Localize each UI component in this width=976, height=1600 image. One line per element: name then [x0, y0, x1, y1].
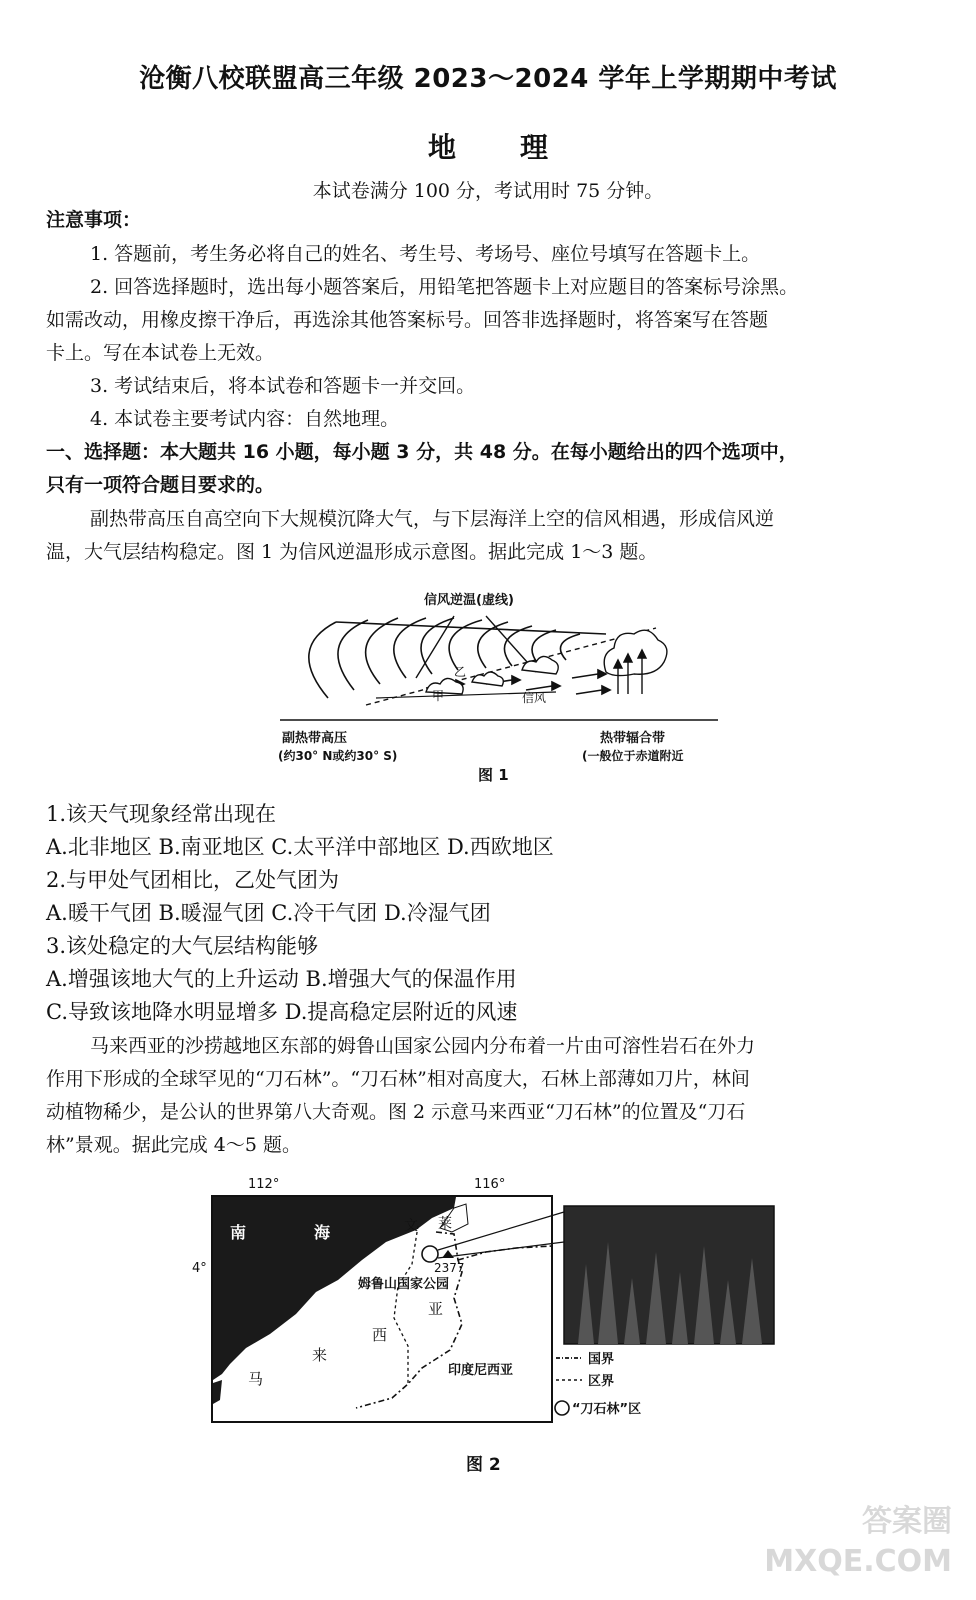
- watermark-line: 答案圈: [862, 1504, 952, 1539]
- passage-line: 温，大气层结构稳定。图 1 为信风逆温形成示意图。据此完成 1～3 题。: [46, 541, 658, 563]
- section-heading: 一、选择题：本大题共 16 小题，每小题 3 分，共 48 分。在每小题给出的四个选项中，: [46, 441, 798, 463]
- figure-1-left-label: (约30° N或约30° S): [278, 749, 398, 763]
- map-label-park: 姆鲁山国家公园: [358, 1277, 450, 1292]
- figure-1-label-inversion: 信风逆温(虚线): [424, 593, 514, 608]
- notice-item: 1. 答题前，考生务必将自己的姓名、考生号、考场号、座位号填写在答题卡上。: [90, 243, 761, 265]
- question-options: C.导致该地降水明显增多 D.提高稳定层附近的风速: [46, 1000, 518, 1024]
- exam-title: 沧衡八校联盟高三年级 2023～2024 学年上学期期中考试: [139, 64, 837, 94]
- figure-1-label-jia: 甲: [432, 689, 445, 703]
- notice-heading: 注意事项：: [46, 209, 142, 231]
- map-label-lai2: 来: [312, 1346, 328, 1364]
- figure-1-label-yi: 乙: [454, 665, 467, 679]
- question-stem: 1.该天气现象经常出现在: [46, 802, 277, 826]
- sea-label: 海: [314, 1223, 331, 1242]
- passage-line: 林”景观。据此完成 4～5 题。: [46, 1134, 301, 1156]
- legend-region-label: 区界: [588, 1374, 615, 1389]
- question-options: A.暖干气团 B.暖湿气团 C.冷干气团 D.冷湿气团: [46, 901, 491, 925]
- figure-1-right-label: (一般位于赤道附近: [582, 749, 684, 763]
- question-options: A.增强该地大气的上升运动 B.增强大气的保温作用: [46, 967, 517, 991]
- watermark: [764, 1502, 952, 1582]
- map-label-ma: 马: [248, 1370, 264, 1388]
- figure-1-caption: 图 1: [478, 766, 509, 784]
- section-heading: 只有一项符合题目要求的。: [46, 474, 275, 496]
- exam-meta: 本试卷满分 100 分，考试用时 75 分钟。: [312, 180, 664, 202]
- map-label-indonesia: 印度尼西亚: [448, 1363, 514, 1378]
- sea-label: 南: [230, 1223, 247, 1242]
- question-stem: 2.与甲处气团相比，乙处气团为: [46, 868, 340, 892]
- notice-item: 如需改动，用橡皮擦干净后，再选涂其他答案标号。回答非选择题时，将答案写在答题: [46, 309, 769, 331]
- figure-1-trade-wind-inversion: [276, 580, 722, 780]
- notice-item: 卡上。写在本试卷上无效。: [46, 342, 275, 364]
- figure-2-map: [186, 1168, 786, 1438]
- figure-1-left-label: 副热带高压: [282, 731, 348, 746]
- figure-1-label-wind: 信风: [522, 691, 547, 705]
- map-peak-elevation: 2377: [434, 1261, 465, 1275]
- question-options: A.北非地区 B.南亚地区 C.太平洋中部地区 D.西欧地区: [46, 835, 554, 859]
- question-stem: 3.该处稳定的大气层结构能够: [46, 934, 319, 958]
- map-longitude-label: 116°: [474, 1177, 506, 1192]
- legend-area-label: “刀石林”区: [572, 1402, 642, 1417]
- notice-item: 2. 回答选择题时，选出每小题答案后，用铅笔把答题卡上对应题目的答案标号涂黑。: [90, 276, 799, 298]
- subject-title: 地理: [427, 131, 612, 164]
- figure-1-right-label: 热带辐合带: [600, 731, 666, 746]
- figure-2-caption: 图 2: [466, 1455, 501, 1475]
- passage-line: 马来西亚的沙捞越地区东部的姆鲁山国家公园内分布着一片由可溶性岩石在外力: [90, 1035, 756, 1057]
- passage-line: 动植物稀少，是公认的世界第八大奇观。图 2 示意马来西亚“刀石林”的位置及“刀石: [46, 1101, 746, 1123]
- map-label-xi: 西: [372, 1326, 388, 1344]
- map-label-lai: 莱: [438, 1216, 452, 1232]
- passage-line: 作用下形成的全球罕见的“刀石林”。“刀石林”相对高度大，石林上部薄如刀片，林间: [46, 1068, 750, 1090]
- map-longitude-label: 112°: [248, 1177, 280, 1192]
- passage-line: 副热带高压自高空向下大规模沉降大气，与下层海洋上空的信风相遇，形成信风逆: [90, 508, 775, 530]
- map-latitude-label: 4°: [192, 1261, 207, 1276]
- notice-item: 4. 本试卷主要考试内容：自然地理。: [90, 408, 400, 430]
- legend-border-label: 国界: [588, 1352, 615, 1367]
- map-label-wen: 文: [404, 1218, 418, 1234]
- watermark-line: MXQE.COM: [764, 1544, 952, 1579]
- stone-forest-photo: [564, 1206, 774, 1344]
- map-label-ya: 亚: [428, 1300, 444, 1318]
- notice-item: 3. 考试结束后，将本试卷和答题卡一并交回。: [90, 375, 476, 397]
